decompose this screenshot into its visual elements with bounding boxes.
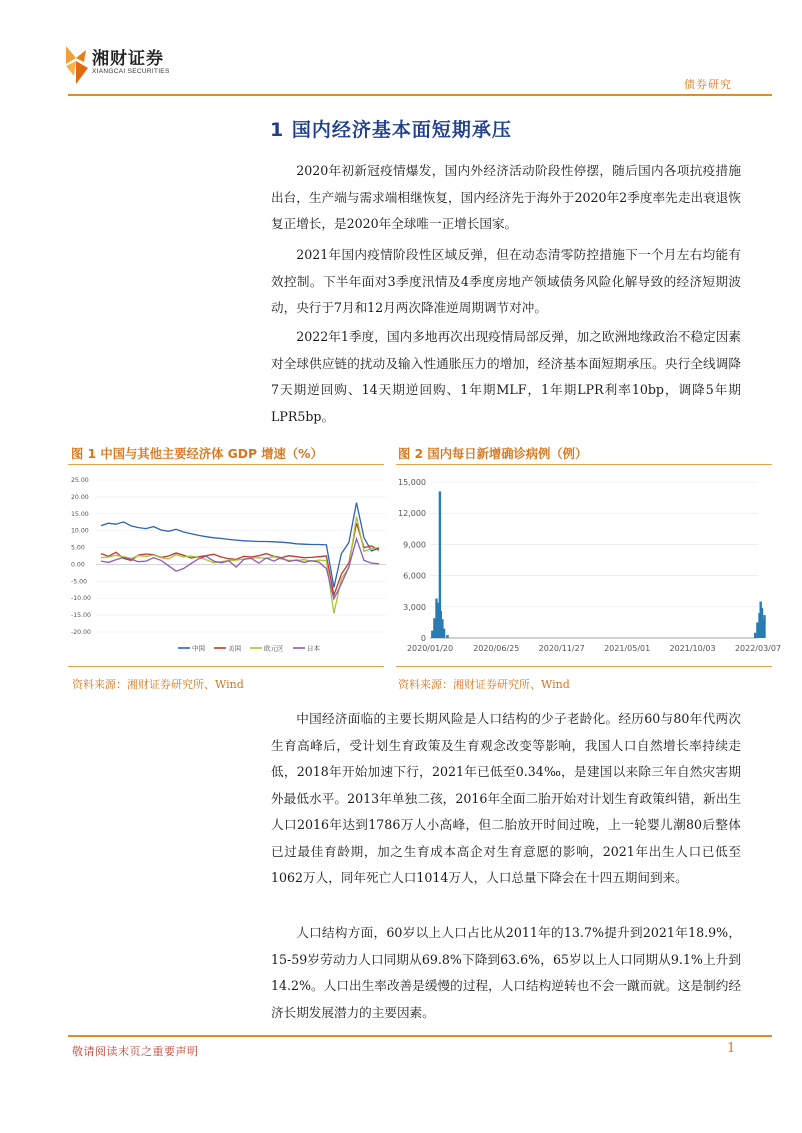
- fig2-y-tick-label: 15,000: [398, 478, 426, 487]
- fig2-y-tick-label: 6,000: [403, 571, 426, 581]
- fig1-y-tick-label: 25.00: [71, 477, 89, 484]
- header-divider: [68, 94, 772, 96]
- figure2-source: 资料来源：湘财证券研究所、Wind: [398, 678, 570, 691]
- fig2-bar: [443, 629, 445, 638]
- figure2-title: 图 2 国内每日新增确诊病例（例）: [398, 447, 588, 461]
- fig1-legend-label: 日本: [307, 644, 320, 653]
- fig1-y-tick-label: -10.00: [71, 595, 91, 603]
- fig2-bar: [433, 618, 435, 638]
- fig1-legend-label: 中国: [192, 644, 205, 653]
- page-number: 1: [727, 1041, 736, 1056]
- fig2-y-tick-label: 3,000: [403, 602, 426, 612]
- figure2-title-rule: [396, 464, 772, 465]
- paragraph: 2020年初新冠疫情爆发，国内外经济活动阶段性停摆，随后国内各项抗疫措施出台，生产端与需求端相继恢复，国内经济先于海外于2020年2季度率先走出衰退恢复正增长，是2020年全球唯一正增长国家。: [271, 163, 741, 231]
- fig2-y-tick-label: 12,000: [398, 509, 426, 519]
- fig2-x-tick-label: 2020/06/25: [473, 644, 520, 653]
- fig2-x-tick-label: 2020/11/27: [538, 644, 585, 653]
- fig1-legend-label: 欧元区: [264, 644, 284, 653]
- paragraph: 中国经济面临的主要长期风险是人口结构的少子老龄化。经历60与80年代两次生育高峰后，受计划生育政策及生育观念改变等影响，我国人口自然增长率持续走低，2018年开始加速下行，2021年已低至0.34‰，是建国以来除三年自然灾害期外最低水平。2013年单独二孩，2016年全面二胎开始对计划生育政策纠错，新出生人口2016年达到1786万人小高峰，但二胎放开时间过晚，上一轮婴儿潮80后整体已过最佳育龄期，加之生育成本高企对生育意愿的影响，2021年出生人口已低至1062万人，同年死亡人口1014万人，人口总量下降会在十四五期间到来。: [271, 711, 741, 885]
- fig1-y-tick-label: 0.00: [71, 561, 85, 569]
- figure1-bottom-rule: [68, 666, 384, 667]
- brand-name: 湘财证券: [92, 49, 164, 69]
- fig2-y-tick-label: 0: [420, 634, 426, 643]
- figure1-source: 资料来源：湘财证券研究所、Wind: [72, 678, 244, 691]
- fig2-x-tick-label: 2022/03/07: [734, 644, 782, 653]
- fig2-x-tick-label: 2021/05/01: [604, 644, 651, 653]
- figure1-title-rule: [68, 464, 384, 465]
- fig2-bar: [431, 631, 433, 638]
- figure2-chart: [396, 470, 782, 660]
- footer-divider: [68, 1035, 772, 1037]
- fig1-y-tick-label: 15.00: [71, 510, 89, 518]
- fig2-x-tick-label: 2020/01/20: [406, 644, 454, 653]
- fig1-y-tick-label: -15.00: [71, 612, 91, 620]
- fig2-bar: [446, 635, 448, 638]
- fig1-legend-label: 美国: [228, 644, 241, 653]
- fig2-bar: [756, 622, 758, 638]
- logo-mark-icon: [62, 44, 90, 86]
- report-category: 债券研究: [684, 78, 732, 91]
- paragraph: 2021年国内疫情阶段性区域反弹，但在动态清零防控措施下一个月左右均能有效控制。下半年面对3季度汛情及4季度房地产领域债务风险化解导致的经济短期波动，央行于7月和12月两次降准逆周期调节对冲。: [271, 247, 741, 315]
- paragraph: 人口结构方面，60岁以上人口占比从2011年的13.7%提升到2021年18.9%，15-59岁劳动力人口同期从69.8%下降到63.6%，65岁以上人口同期从9.1%上升到14.2%。人口出生率改善是缓慢的过程，人口结构逆转也不会一蹴而就。这是制约经济长期发展潜力的主要因素。: [271, 925, 741, 1020]
- disclaimer-note: 敬请阅读末页之重要声明: [72, 1045, 199, 1058]
- brand-english-name: XIANGCAI SECURITIES: [92, 68, 170, 75]
- fig1-y-tick-label: 10.00: [71, 527, 89, 535]
- figure2-bottom-rule: [396, 666, 772, 667]
- fig2-y-tick-label: 9,000: [403, 540, 426, 550]
- figure1-chart: [68, 470, 386, 660]
- fig2-bar: [754, 633, 756, 638]
- paragraph: 2022年1季度，国内多地再次出现疫情局部反弹，加之欧洲地缘政治不稳定因素对全球供应链的扰动及输入性通胀压力的增加，经济基本面短期承压。央行全线调降7天期逆回购、14天期逆回购、1年期MLF，1年期LPR利率10bp，调降5年期LPR5bp。: [271, 329, 741, 424]
- section-title: 1 国内经济基本面短期承压: [270, 119, 512, 141]
- fig2-bar: [763, 615, 765, 638]
- fig1-y-tick-label: 5.00: [71, 544, 85, 552]
- fig2-x-tick-label: 2021/10/03: [669, 644, 716, 653]
- fig1-y-tick-label: -20.00: [71, 629, 91, 636]
- fig1-y-tick-label: -5.00: [71, 578, 88, 586]
- fig1-y-tick-label: 20.00: [71, 493, 89, 501]
- figure1-title: 图 1 中国与其他主要经济体 GDP 增速（%）: [71, 447, 323, 461]
